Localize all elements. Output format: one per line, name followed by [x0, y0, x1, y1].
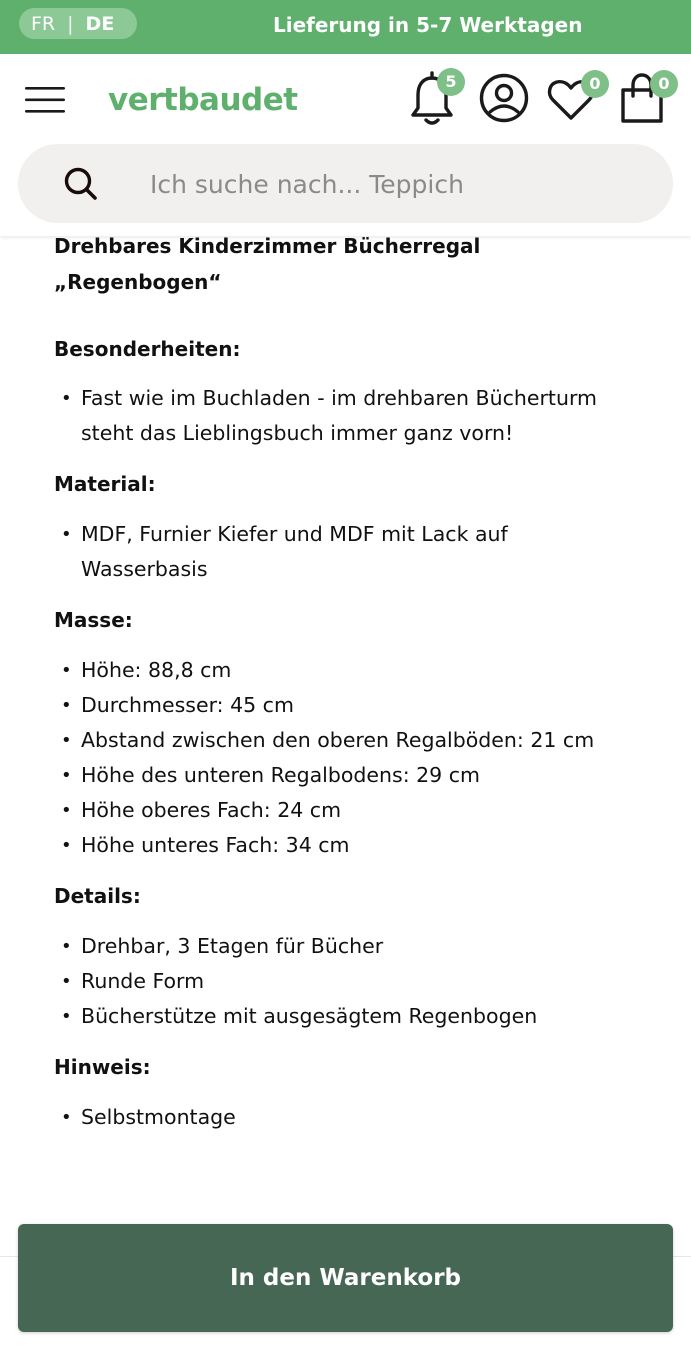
language-switch [19, 8, 137, 39]
list-item: • Selbstmontage [54, 1100, 654, 1135]
delivery-info: Lieferung in 5-7 Werktagen [273, 13, 583, 37]
menu-icon [24, 84, 66, 116]
bullet-list [54, 517, 654, 587]
list-item-text: MDF, Furnier Kiefer und MDF mit Lack auf [81, 522, 508, 546]
bullet-list [54, 1100, 654, 1135]
section-heading: Material: [54, 472, 156, 496]
notifications-button[interactable] [408, 68, 468, 128]
list-item: • Abstand zwischen den oberen Regalböden: 21 cm [54, 723, 654, 758]
lang-separator: | [67, 12, 74, 35]
list-item [54, 381, 654, 451]
list-item: • Höhe des unteren Regalbodens: 29 cm [54, 758, 654, 793]
product-title [54, 228, 654, 300]
section-details [54, 881, 654, 1034]
add-to-cart-button[interactable]: In den Warenkorb [18, 1224, 673, 1332]
section-material [54, 469, 654, 587]
list-item: • Bücherstütze mit ausgesägtem Regenbogen [54, 999, 654, 1034]
search-bar[interactable] [18, 144, 673, 223]
wishlist-button[interactable] [546, 68, 612, 128]
section-heading: Masse: [54, 608, 133, 632]
bullet-list [54, 653, 654, 863]
notifications-badge: 5 [437, 68, 465, 96]
search-input[interactable] [150, 158, 640, 210]
bullet-list [54, 381, 654, 451]
section-heading: Details: [54, 884, 141, 908]
wishlist-badge: 0 [581, 70, 609, 98]
list-item: • Höhe: 88,8 cm [54, 653, 654, 688]
promo-bar [0, 0, 691, 54]
cart-button[interactable] [618, 68, 684, 128]
section-features [54, 334, 654, 451]
section-heading: Hinweis: [54, 1055, 151, 1079]
list-item: • Runde Form [54, 964, 654, 999]
list-item: • Drehbar, 3 Etagen für Bücher [54, 929, 654, 964]
account-icon [478, 72, 530, 124]
cart-badge: 0 [650, 70, 678, 98]
section-heading: Besonderheiten: [54, 337, 241, 361]
header [0, 54, 691, 236]
list-item: • Höhe oberes Fach: 24 cm [54, 793, 654, 828]
lang-fr-option[interactable]: FR [31, 12, 56, 35]
brand-logo[interactable]: vertbaudet [108, 82, 298, 118]
lang-de-option[interactable]: DE [85, 12, 115, 35]
product-description [54, 230, 654, 1135]
product-title-line-2: „Regenbogen“ [54, 270, 222, 294]
list-item: • Höhe unteres Fach: 34 cm [54, 828, 654, 863]
section-dimensions [54, 605, 654, 863]
bullet-list [54, 929, 654, 1034]
menu-button[interactable] [24, 84, 66, 116]
search-icon[interactable] [63, 166, 99, 202]
list-item-text: Fast wie im Buchladen - im drehbaren Bücherturm [81, 386, 597, 410]
account-button[interactable] [478, 72, 530, 124]
section-note [54, 1052, 654, 1135]
product-title-line-1: Drehbares Kinderzimmer Bücherregal [54, 234, 481, 258]
list-item: • Durchmesser: 45 cm [54, 688, 654, 723]
list-item-text: steht das Lieblingsbuch immer ganz vorn! [81, 421, 514, 445]
list-item-text: Wasserbasis [81, 557, 208, 581]
list-item [54, 517, 654, 587]
